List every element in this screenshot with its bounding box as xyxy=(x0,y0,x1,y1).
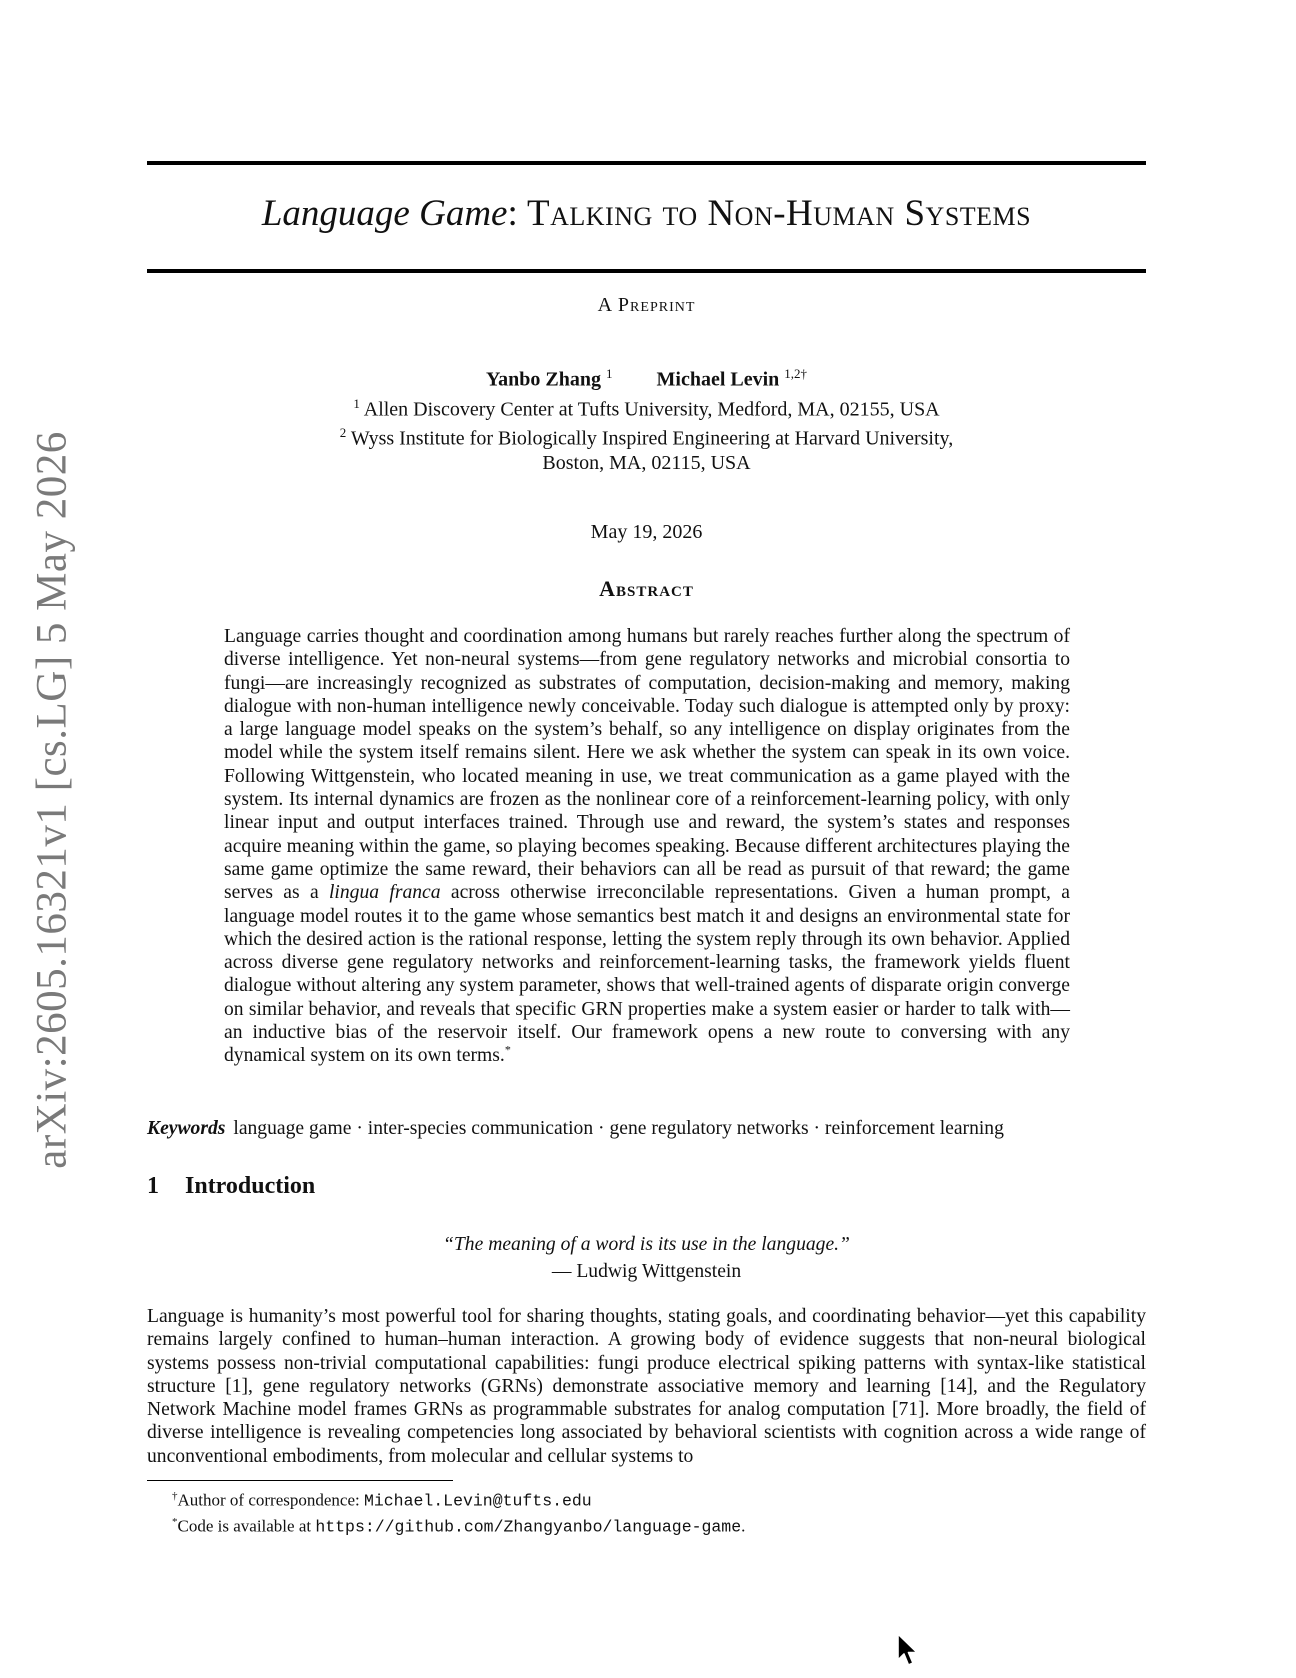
author-name: Michael Levin xyxy=(656,368,780,391)
abstract-footnote-mark[interactable]: * xyxy=(504,1042,511,1057)
author-names xyxy=(147,362,1146,392)
affiliation-continuation: Boston, MA, 02115, USA xyxy=(542,451,751,474)
epigraph-attribution: — Ludwig Wittgenstein xyxy=(551,1261,742,1282)
epigraph xyxy=(147,1231,1146,1285)
abstract-text xyxy=(224,625,1070,1068)
keywords-label: Keywords xyxy=(147,1118,226,1139)
abstract-part-1: Language carries thought and coordination among humans but rarely reaches further along the spectrum of diverse intelligence. Yet non-neural systems—from gene regulatory networks and microbial consortia to fungi—are increasingly recognized as substrates of computation, decision-making and memory, making dialogue with non-human intelligence newly conceivable. Today such dialogue is attempted only by proxy: a large language model speaks on the system’s behalf, so any intelligence on display originates from the model while the system itself remains silent. Here we ask whether the system can speak in its own voice. Following Wittgenstein, who located meaning in use, we treat communication as a game played with the system. Its internal dynamics are frozen as the nonlinear core of a reinforcement-learning policy, with only linear input and output interfaces trained. Through use and reward, the system’s states and responses acquire meaning within the game, so playing becomes speaking. Because different architectures playing the same game optimize the same reward, their behaviors can all be read as pursuit of that reward; the game serves as a xyxy=(224,626,1070,904)
abstract-heading: Abstract xyxy=(599,576,694,601)
affiliation-mark: 2 xyxy=(339,425,347,441)
footnote-correspondence xyxy=(172,1486,745,1512)
author-name: Yanbo Zhang xyxy=(485,368,602,391)
keywords-line xyxy=(147,1117,1146,1141)
section-heading-introduction xyxy=(147,1173,315,1200)
title-separator: : xyxy=(507,193,528,234)
title-top-rule xyxy=(147,161,1146,165)
affiliation-text: Allen Discovery Center at Tufts University, Medford, MA, 02155, USA xyxy=(363,398,940,421)
affiliation-line xyxy=(147,421,1146,451)
footnote-mark: * xyxy=(172,1515,178,1528)
author-affiliation-mark: 1,2† xyxy=(784,366,808,381)
footnote-mark: † xyxy=(172,1490,178,1502)
section-title: Introduction xyxy=(185,1173,316,1199)
mouse-pointer-icon xyxy=(896,1632,922,1668)
title-bottom-rule xyxy=(147,269,1146,273)
section-number: 1 xyxy=(147,1173,159,1199)
preprint-label: A Preprint xyxy=(597,294,696,316)
footnote-code xyxy=(172,1512,745,1538)
footnote-rule xyxy=(147,1480,453,1481)
title-caps-part: Talking to Non-Human Systems xyxy=(527,193,1032,234)
keywords-list: language game · inter-species communication · gene regulatory networks · reinforcement learning xyxy=(233,1118,1004,1139)
paper-title xyxy=(147,190,1146,238)
affiliation-text: Wyss Institute for Biologically Inspired Engineering at Harvard University, xyxy=(350,427,954,450)
abstract-part-2: across otherwise irreconcilable representations. Given a human prompt, a language model routes it to the game whose semantics best match it and designs an environmental state for which the desired action is the rational response, letting the system reply through its own behavior. Applied across diverse gene regulatory networks and reinforcement-learning tasks, the framework yields fluent dialogue without altering any system parameter, shows that well-trained agents of disparate origin converge on similar behavior, and reveals that specific GRN properties make a system easier or harder to talk with—an inductive bias of the reservoir itself. Our framework opens a new route to conversing with any dynamical system on its own terms. xyxy=(224,882,1070,1067)
paper-date: May 19, 2026 xyxy=(590,521,703,543)
introduction-paragraph: Language is humanity’s most powerful tool for sharing thoughts, stating goals, and coordinating behavior—yet this capability remains largely confined to human–human interaction. A growing body of evidence suggests that non-neural biological systems possess non-trivial computational capabilities: fungi produce electrical spiking patterns with syntax-like statistical structure [1], gene regulatory networks (GRNs) demonstrate associative memory and learning [14], and the Regulatory Network Machine model frames GRNs as programmable substrates for analog computation [71]. More broadly, the field of diverse intelligence is revealing competencies long associated by behavioral scientists with cognition across a wide range of unconventional embodiments, from molecular and cellular systems to xyxy=(147,1306,1146,1467)
footnotes xyxy=(172,1486,745,1537)
correspondence-email-link[interactable]: Michael.Levin@tufts.edu xyxy=(363,1491,592,1511)
author-block xyxy=(147,362,1146,475)
footnote-suffix: . xyxy=(741,1516,746,1536)
author-affiliation-mark: 1 xyxy=(606,366,613,381)
affiliation-line xyxy=(147,392,1146,422)
code-repository-link[interactable]: https://github.com/Zhangyanbo/language-game xyxy=(315,1517,742,1537)
arxiv-identifier-text: arXiv:2605.16321v1 [cs.LG] 5 May 2026 xyxy=(28,431,76,1169)
affiliation-mark: 1 xyxy=(353,395,360,411)
epigraph-quote: “The meaning of a word is its use in the language.” xyxy=(443,1234,850,1255)
title-italic-part: Language Game xyxy=(261,193,508,234)
footnote-label: Author of correspondence: xyxy=(177,1490,364,1510)
footnote-label: Code is available at xyxy=(177,1516,316,1536)
abstract-italic-term: lingua franca xyxy=(328,882,441,904)
